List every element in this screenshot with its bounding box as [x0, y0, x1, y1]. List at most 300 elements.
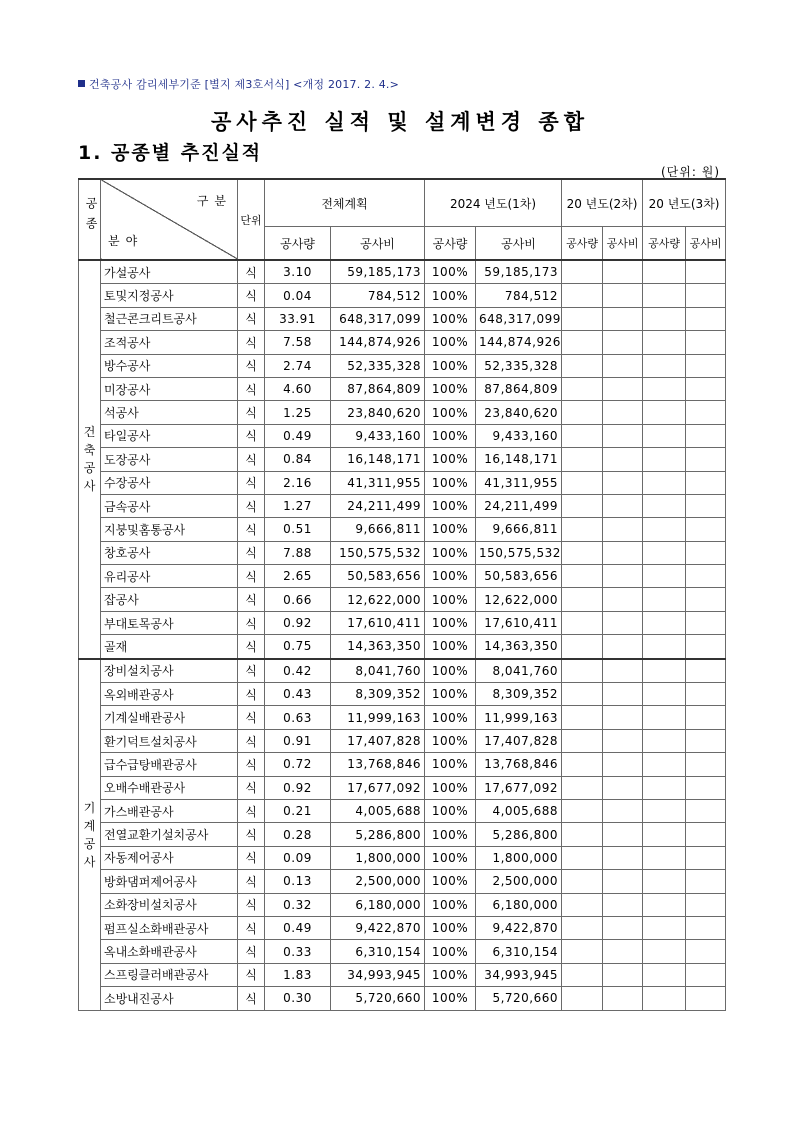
table-row	[79, 307, 726, 330]
y2-cost-cell	[603, 471, 643, 494]
y1-cost-cell: 13,768,846	[476, 753, 562, 776]
y3-qty-cell	[643, 260, 686, 284]
y3-cost-cell	[686, 518, 726, 541]
field-cell: 석공사	[101, 401, 238, 424]
plan-qty-cell: 1.83	[265, 963, 331, 986]
y2-qty-cell	[562, 377, 603, 400]
y2-cost-cell	[603, 940, 643, 963]
y1-qty-header: 공사량	[425, 227, 476, 261]
y1-qty-cell: 100%	[425, 916, 476, 939]
plan-cost-cell: 6,180,000	[331, 893, 425, 916]
y3-cost-cell	[686, 706, 726, 729]
y3-cost-cell	[686, 494, 726, 517]
field-cell: 미장공사	[101, 377, 238, 400]
table-row	[79, 635, 726, 659]
table-row	[79, 706, 726, 729]
y3-qty-cell	[643, 659, 686, 683]
y2-cost-cell	[603, 260, 643, 284]
y1-cost-cell: 9,433,160	[476, 424, 562, 447]
plan-cost-cell: 34,993,945	[331, 963, 425, 986]
y3-qty-cell	[643, 284, 686, 307]
y3-cost-cell	[686, 987, 726, 1010]
plan-cost-cell: 150,575,532	[331, 541, 425, 564]
plan-cost-cell: 9,433,160	[331, 424, 425, 447]
field-cell: 수장공사	[101, 471, 238, 494]
y2-qty-cell	[562, 963, 603, 986]
y3-cost-cell	[686, 823, 726, 846]
y2-qty-cell	[562, 260, 603, 284]
plan-cost-cell: 12,622,000	[331, 588, 425, 611]
y2-cost-cell	[603, 424, 643, 447]
y2-cost-cell	[603, 541, 643, 564]
y3-qty-header: 공사량	[643, 227, 686, 261]
y1-cost-cell: 9,422,870	[476, 916, 562, 939]
unit-cell: 식	[238, 307, 265, 330]
y2-qty-cell	[562, 706, 603, 729]
plan-qty-cell: 2.74	[265, 354, 331, 377]
y3-qty-cell	[643, 541, 686, 564]
y1-qty-cell: 100%	[425, 870, 476, 893]
group-name-char: 공	[83, 461, 96, 476]
y2-cost-cell	[603, 963, 643, 986]
y1-cost-cell: 6,180,000	[476, 893, 562, 916]
y1-qty-cell: 100%	[425, 588, 476, 611]
plan-qty-cell: 0.92	[265, 611, 331, 634]
plan-cost-cell: 16,148,171	[331, 448, 425, 471]
y2-cost-cell	[603, 377, 643, 400]
y1-cost-cell: 144,874,926	[476, 331, 562, 354]
plan-qty-cell: 0.33	[265, 940, 331, 963]
field-cell: 가설공사	[101, 260, 238, 284]
document-title: 공사추진 실적 및 설계변경 종합	[211, 110, 589, 134]
y2-cost-cell	[603, 776, 643, 799]
y2-qty-cell	[562, 987, 603, 1010]
group-name-char: 사	[83, 479, 96, 494]
y1-cost-header: 공사비	[476, 227, 562, 261]
field-cell: 골재	[101, 635, 238, 659]
y2-qty-cell	[562, 635, 603, 659]
unit-cell: 식	[238, 683, 265, 706]
y1-cost-cell: 16,148,171	[476, 448, 562, 471]
unit-cell: 식	[238, 846, 265, 869]
plan-qty-cell: 0.91	[265, 729, 331, 752]
field-cell: 소방내진공사	[101, 987, 238, 1010]
field-cell: 스프링클러배관공사	[101, 963, 238, 986]
unit-cell: 식	[238, 565, 265, 588]
field-cell: 전열교환기설치공사	[101, 823, 238, 846]
table-row	[79, 729, 726, 752]
unit-cell: 식	[238, 940, 265, 963]
unit-cell: 식	[238, 963, 265, 986]
y3-cost-cell	[686, 588, 726, 611]
plan-cost-cell: 17,407,828	[331, 729, 425, 752]
field-cell: 부대토목공사	[101, 611, 238, 634]
y2-cost-cell	[603, 284, 643, 307]
group-name-char: 공	[83, 836, 96, 851]
field-cell: 급수급탕배관공사	[101, 753, 238, 776]
unit-cell: 식	[238, 799, 265, 822]
y2-qty-cell	[562, 307, 603, 330]
year2-header: 20 년도(2차)	[562, 179, 643, 227]
y2-qty-cell	[562, 823, 603, 846]
y1-qty-cell: 100%	[425, 823, 476, 846]
unit-cell: 식	[238, 987, 265, 1010]
y3-cost-cell	[686, 635, 726, 659]
table-row	[79, 260, 726, 284]
y2-cost-cell	[603, 987, 643, 1010]
unit-cell: 식	[238, 823, 265, 846]
y2-cost-cell	[603, 870, 643, 893]
y1-qty-cell: 100%	[425, 307, 476, 330]
y3-cost-cell	[686, 659, 726, 683]
y3-qty-cell	[643, 635, 686, 659]
y2-cost-cell	[603, 565, 643, 588]
y1-cost-cell: 87,864,809	[476, 377, 562, 400]
y1-qty-cell: 100%	[425, 518, 476, 541]
table-row	[79, 987, 726, 1010]
y2-qty-cell	[562, 471, 603, 494]
unit-cell: 식	[238, 448, 265, 471]
plan-cost-cell: 9,422,870	[331, 916, 425, 939]
plan-cost-cell: 24,211,499	[331, 494, 425, 517]
y3-qty-cell	[643, 987, 686, 1010]
field-cell: 기계실배관공사	[101, 706, 238, 729]
y2-cost-cell	[603, 916, 643, 939]
field-cell: 옥외배관공사	[101, 683, 238, 706]
y2-cost-cell	[603, 683, 643, 706]
y2-cost-cell	[603, 846, 643, 869]
y2-cost-cell	[603, 729, 643, 752]
plan-cost-cell: 17,677,092	[331, 776, 425, 799]
table-row	[79, 611, 726, 634]
y3-cost-cell	[686, 940, 726, 963]
y3-cost-cell	[686, 424, 726, 447]
plan-qty-cell: 0.43	[265, 683, 331, 706]
y1-cost-cell: 24,211,499	[476, 494, 562, 517]
unit-cell: 식	[238, 424, 265, 447]
unit-cell: 식	[238, 706, 265, 729]
y3-cost-cell	[686, 870, 726, 893]
y3-qty-cell	[643, 401, 686, 424]
diagonal-header-cell	[101, 179, 238, 260]
y2-qty-cell	[562, 753, 603, 776]
y3-cost-cell	[686, 260, 726, 284]
y2-qty-cell	[562, 846, 603, 869]
y3-qty-cell	[643, 331, 686, 354]
y2-qty-cell	[562, 683, 603, 706]
plan-cost-cell: 144,874,926	[331, 331, 425, 354]
y3-cost-cell	[686, 963, 726, 986]
year1-header: 2024 년도(1차)	[425, 179, 562, 227]
plan-cost-cell: 5,720,660	[331, 987, 425, 1010]
y3-qty-cell	[643, 611, 686, 634]
plan-qty-cell: 0.92	[265, 776, 331, 799]
y1-cost-cell: 17,677,092	[476, 776, 562, 799]
plan-qty-cell: 7.58	[265, 331, 331, 354]
y1-qty-cell: 100%	[425, 494, 476, 517]
y2-cost-cell	[603, 588, 643, 611]
field-cell: 타일공사	[101, 424, 238, 447]
y3-cost-cell	[686, 331, 726, 354]
year3-header: 20 년도(3차)	[643, 179, 726, 227]
y1-cost-cell: 150,575,532	[476, 541, 562, 564]
y2-qty-cell	[562, 659, 603, 683]
unit-cell: 식	[238, 518, 265, 541]
y1-qty-cell: 100%	[425, 706, 476, 729]
y2-qty-cell	[562, 565, 603, 588]
plan-qty-cell: 0.04	[265, 284, 331, 307]
table-row	[79, 963, 726, 986]
plan-qty-cell: 0.09	[265, 846, 331, 869]
plan-cost-cell: 8,309,352	[331, 683, 425, 706]
y3-qty-cell	[643, 753, 686, 776]
y3-cost-cell	[686, 846, 726, 869]
y2-qty-cell	[562, 588, 603, 611]
plan-qty-cell: 3.10	[265, 260, 331, 284]
y2-qty-cell	[562, 518, 603, 541]
y3-cost-cell	[686, 284, 726, 307]
y3-qty-cell	[643, 448, 686, 471]
y3-cost-cell	[686, 729, 726, 752]
y1-qty-cell: 100%	[425, 565, 476, 588]
y1-cost-cell: 5,286,800	[476, 823, 562, 846]
table-row	[79, 683, 726, 706]
field-cell: 가스배관공사	[101, 799, 238, 822]
y3-cost-cell	[686, 377, 726, 400]
unit-cell: 식	[238, 659, 265, 683]
y2-cost-cell	[603, 893, 643, 916]
y2-qty-cell	[562, 940, 603, 963]
y3-cost-cell	[686, 541, 726, 564]
y2-qty-cell	[562, 354, 603, 377]
y3-qty-cell	[643, 729, 686, 752]
y3-cost-cell	[686, 776, 726, 799]
y1-cost-cell: 50,583,656	[476, 565, 562, 588]
plan-qty-cell: 7.88	[265, 541, 331, 564]
table-row	[79, 377, 726, 400]
y1-qty-cell: 100%	[425, 893, 476, 916]
table-row	[79, 753, 726, 776]
header-field-label: 분야	[108, 234, 144, 248]
plan-qty-header: 공사량	[265, 227, 331, 261]
y2-cost-cell	[603, 823, 643, 846]
unit-cell: 식	[238, 916, 265, 939]
group-column-label: 공종	[84, 197, 98, 237]
form-reference-text: 건축공사 감리세부기준 [별지 제3호서식] <개정 2017. 2. 4.>	[89, 78, 400, 91]
y3-qty-cell	[643, 424, 686, 447]
plan-cost-cell: 4,005,688	[331, 799, 425, 822]
y1-cost-cell: 4,005,688	[476, 799, 562, 822]
plan-qty-cell: 2.16	[265, 471, 331, 494]
plan-cost-cell: 6,310,154	[331, 940, 425, 963]
plan-cost-cell: 59,185,173	[331, 260, 425, 284]
y1-cost-cell: 12,622,000	[476, 588, 562, 611]
field-cell: 환기덕트설치공사	[101, 729, 238, 752]
plan-qty-cell: 0.84	[265, 448, 331, 471]
form-reference-note	[78, 76, 399, 92]
y3-qty-cell	[643, 846, 686, 869]
y3-cost-cell	[686, 448, 726, 471]
y3-qty-cell	[643, 307, 686, 330]
field-cell: 오배수배관공사	[101, 776, 238, 799]
y2-qty-cell	[562, 424, 603, 447]
y3-qty-cell	[643, 706, 686, 729]
table-row	[79, 518, 726, 541]
y3-qty-cell	[643, 940, 686, 963]
y2-qty-cell	[562, 448, 603, 471]
unit-cell: 식	[238, 588, 265, 611]
unit-cell: 식	[238, 776, 265, 799]
unit-cell: 식	[238, 635, 265, 659]
plan-cost-cell: 9,666,811	[331, 518, 425, 541]
y2-cost-cell	[603, 331, 643, 354]
y2-qty-cell	[562, 729, 603, 752]
y3-qty-cell	[643, 870, 686, 893]
y3-cost-cell	[686, 611, 726, 634]
plan-qty-cell: 0.32	[265, 893, 331, 916]
y1-cost-cell: 8,041,760	[476, 659, 562, 683]
plan-qty-cell: 0.42	[265, 659, 331, 683]
plan-cost-cell: 50,583,656	[331, 565, 425, 588]
y1-cost-cell: 2,500,000	[476, 870, 562, 893]
y1-cost-cell: 14,363,350	[476, 635, 562, 659]
y2-qty-cell	[562, 284, 603, 307]
plan-qty-cell: 0.49	[265, 916, 331, 939]
table-header-row-1	[79, 179, 726, 227]
y1-qty-cell: 100%	[425, 284, 476, 307]
field-cell: 창호공사	[101, 541, 238, 564]
y1-qty-cell: 100%	[425, 846, 476, 869]
table-row	[79, 284, 726, 307]
table-row	[79, 424, 726, 447]
field-cell: 철근콘크리트공사	[101, 307, 238, 330]
y2-qty-header: 공사량	[562, 227, 603, 261]
plan-qty-cell: 2.65	[265, 565, 331, 588]
y2-cost-cell	[603, 706, 643, 729]
y2-cost-cell	[603, 354, 643, 377]
plan-qty-cell: 0.63	[265, 706, 331, 729]
table-row	[79, 916, 726, 939]
y1-cost-cell: 648,317,099	[476, 307, 562, 330]
unit-cell: 식	[238, 354, 265, 377]
y1-qty-cell: 100%	[425, 611, 476, 634]
unit-column-header: 단위	[238, 179, 265, 260]
y1-cost-cell: 17,610,411	[476, 611, 562, 634]
table-row	[79, 588, 726, 611]
plan-qty-cell: 0.13	[265, 870, 331, 893]
y1-qty-cell: 100%	[425, 776, 476, 799]
y1-cost-cell: 1,800,000	[476, 846, 562, 869]
y1-qty-cell: 100%	[425, 659, 476, 683]
y2-qty-cell	[562, 541, 603, 564]
table-row	[79, 846, 726, 869]
y2-qty-cell	[562, 799, 603, 822]
table-row	[79, 471, 726, 494]
y1-cost-cell: 52,335,328	[476, 354, 562, 377]
y3-qty-cell	[643, 823, 686, 846]
y2-cost-cell	[603, 753, 643, 776]
y3-qty-cell	[643, 494, 686, 517]
y1-qty-cell: 100%	[425, 753, 476, 776]
y2-cost-cell	[603, 799, 643, 822]
plan-qty-cell: 1.27	[265, 494, 331, 517]
plan-cost-cell: 13,768,846	[331, 753, 425, 776]
y1-qty-cell: 100%	[425, 541, 476, 564]
table-row	[79, 541, 726, 564]
y2-qty-cell	[562, 916, 603, 939]
field-cell: 지붕및홈통공사	[101, 518, 238, 541]
y2-qty-cell	[562, 893, 603, 916]
plan-header: 전체계획	[265, 179, 425, 227]
y1-qty-cell: 100%	[425, 401, 476, 424]
table-row	[79, 659, 726, 683]
y1-cost-cell: 5,720,660	[476, 987, 562, 1010]
group-name-char: 계	[83, 818, 96, 833]
unit-cell: 식	[238, 893, 265, 916]
table-row	[79, 354, 726, 377]
y3-cost-cell	[686, 565, 726, 588]
plan-cost-cell: 41,311,955	[331, 471, 425, 494]
y1-qty-cell: 100%	[425, 377, 476, 400]
group-name-char: 축	[83, 443, 96, 458]
y3-cost-cell	[686, 893, 726, 916]
y1-qty-cell: 100%	[425, 448, 476, 471]
y1-qty-cell: 100%	[425, 471, 476, 494]
unit-cell: 식	[238, 870, 265, 893]
unit-note: (단위: 원)	[661, 165, 720, 179]
y3-qty-cell	[643, 588, 686, 611]
y2-qty-cell	[562, 611, 603, 634]
y1-cost-cell: 9,666,811	[476, 518, 562, 541]
y2-qty-cell	[562, 331, 603, 354]
y1-qty-cell: 100%	[425, 354, 476, 377]
y2-cost-header: 공사비	[603, 227, 643, 261]
plan-cost-cell: 87,864,809	[331, 377, 425, 400]
plan-cost-cell: 17,610,411	[331, 611, 425, 634]
plan-qty-cell: 0.75	[265, 635, 331, 659]
plan-cost-cell: 5,286,800	[331, 823, 425, 846]
plan-qty-cell: 0.28	[265, 823, 331, 846]
table-row	[79, 823, 726, 846]
plan-qty-cell: 0.51	[265, 518, 331, 541]
y1-cost-cell: 784,512	[476, 284, 562, 307]
field-cell: 방화댐퍼제어공사	[101, 870, 238, 893]
y1-qty-cell: 100%	[425, 424, 476, 447]
y1-cost-cell: 23,840,620	[476, 401, 562, 424]
field-cell: 자동제어공사	[101, 846, 238, 869]
table-row	[79, 401, 726, 424]
y3-cost-cell	[686, 799, 726, 822]
y3-qty-cell	[643, 565, 686, 588]
unit-cell: 식	[238, 260, 265, 284]
y2-cost-cell	[603, 401, 643, 424]
y2-cost-cell	[603, 659, 643, 683]
y2-cost-cell	[603, 611, 643, 634]
y3-cost-cell	[686, 683, 726, 706]
plan-qty-cell: 0.30	[265, 987, 331, 1010]
group-name-cell	[79, 260, 101, 659]
field-cell: 옥내소화배관공사	[101, 940, 238, 963]
y1-qty-cell: 100%	[425, 260, 476, 284]
unit-cell: 식	[238, 729, 265, 752]
table-row	[79, 448, 726, 471]
table-row	[79, 494, 726, 517]
y3-qty-cell	[643, 518, 686, 541]
y1-qty-cell: 100%	[425, 331, 476, 354]
table-row	[79, 940, 726, 963]
field-cell: 펌프실소화배관공사	[101, 916, 238, 939]
y3-cost-cell	[686, 401, 726, 424]
